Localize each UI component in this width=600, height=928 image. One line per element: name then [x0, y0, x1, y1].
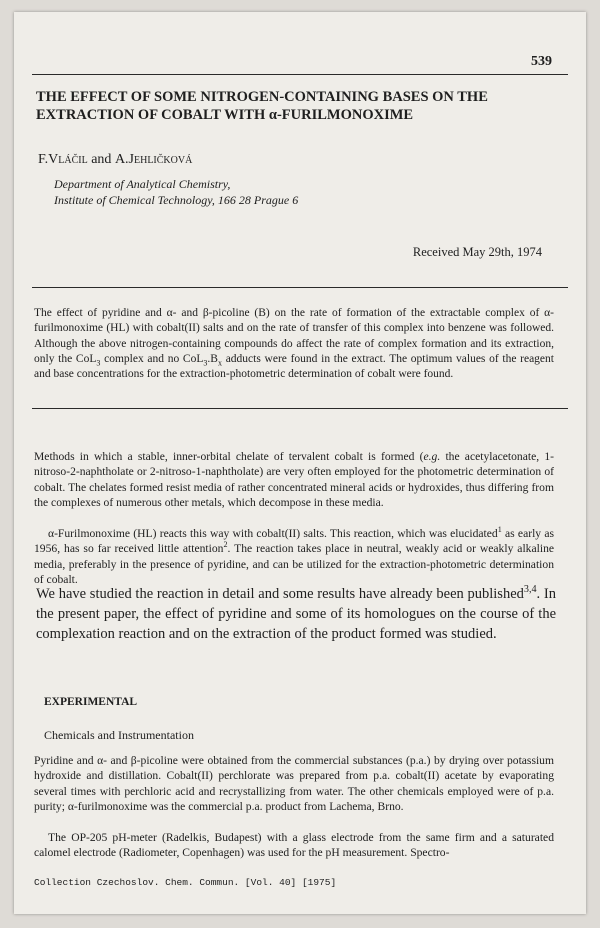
experimental-paragraph-2: The OP-205 pH-meter (Radelkis, Budapest) with a glass electrode from the same firm and a saturated calomel electrode (Radiometer, Copenhagen) was used for the pH measurement. Spectro-	[34, 831, 554, 860]
article-title: THE EFFECT OF SOME NITROGEN-CONTAINING BASES ON THE EXTRACTION OF COBALT WITH α-FURILMONOXIME	[36, 89, 488, 123]
abstract-bottom-rule	[32, 408, 568, 409]
intro-paragraph-2: α-Furilmonoxime (HL) reacts this way with cobalt(II) salts. This reaction, which was elucidated$^1$ as early as 1956, has so far received little attention$^2$. The reaction takes place in neutral, weakly acid or weakly alkaline media, preferably in the presence of pyridine, and can be utilized for the extraction-photometric determination of cobalt.	[34, 525, 555, 586]
author-1: F.Vláčil	[38, 152, 88, 167]
intro-paragraph-1: Methods in which a stable, inner-orbital chelate of tervalent cobalt is formed (e.g. the acetylacetonate, 1-nitroso-2-naphtholate or 2-nitroso-1-naphtholate) are very often employed for the photometric determination of cobalt. The chelates formed resist media of rather concentrated mineral acids or hydroxides, thus differing from the complexes of numerous other metals, which decompose in these media.	[34, 450, 554, 509]
header-rule	[32, 74, 568, 75]
page-number: 539	[531, 54, 552, 69]
section-heading-experimental: EXPERIMENTAL	[44, 696, 138, 708]
authors: F.Vláčil and A.Jehličková	[38, 152, 193, 167]
journal-footer: Collection Czechoslov. Chem. Commun. [Vol. 40] [1975]	[34, 877, 337, 888]
author-2: A.Jehličková	[114, 152, 193, 167]
subsection-heading: Chemicals and Instrumentation	[44, 728, 194, 742]
received-date: Received May 29th, 1974	[412, 245, 542, 259]
experimental-paragraph-1: Pyridine and α- and β-picoline were obtained from the commercial substances (p.a.) by drying over potassium hydroxide and distillation. Cobalt(II) perchlorate was prepared from p.a. cobalt(II) acetate by evaporating several times with perchloric acid and recrystallizing from water. The other chemicals employed were of p.a. purity; α-furilmonoxime was the commercial p.a. product from Lachema, Brno.	[34, 754, 554, 813]
affiliation: Department of Analytical Chemistry, Institute of Chemical Technology, 166 28 Prague 6	[54, 177, 299, 207]
abstract-top-rule	[32, 287, 568, 288]
journal-page	[14, 12, 586, 914]
studied-paragraph: We have studied the reaction in detail and some results have already been published$^{3,4}$. In the present paper, the effect of pyridine and some of its homologues on the course of the complexation reaction and on the extraction of the product formed was studied.	[36, 584, 556, 642]
abstract: The effect of pyridine and α- and β-picoline (B) on the rate of formation of the extractable complex of α-furilmonoxime (HL) with cobalt(II) salts and on the rate of transfer of this complex into benzene was followed. Although the above nitrogen-containing compounds do affect the rate of complex formation and its extraction, only the CoL$_3$ complex and no $CoL_3.B_x$ adducts were found in the extract. The optimum values of the reagent and base concentrations for the extraction-photometric determination of cobalt were found.	[34, 307, 554, 381]
